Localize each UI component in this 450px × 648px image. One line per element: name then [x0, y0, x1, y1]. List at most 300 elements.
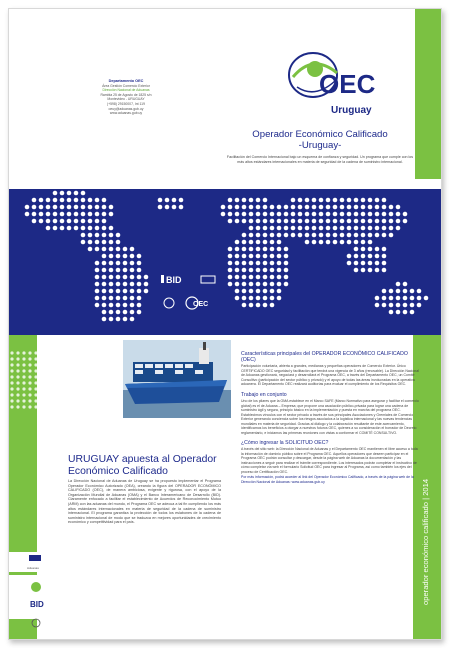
pattern-dot: [22, 387, 25, 390]
map-dot: [81, 212, 86, 217]
pattern-dot: [22, 375, 25, 378]
map-dot: [277, 205, 282, 210]
map-dot: [340, 240, 345, 245]
map-dot: [410, 289, 415, 294]
map-dot: [270, 275, 275, 280]
map-dot: [137, 254, 142, 259]
map-dot: [277, 254, 282, 259]
map-dot: [228, 254, 233, 259]
map-dot: [396, 219, 401, 224]
map-dot: [116, 240, 121, 245]
subtitle-line: -Uruguay-: [298, 140, 342, 151]
map-dot: [354, 219, 359, 224]
map-dot: [270, 282, 275, 287]
map-dot: [228, 275, 233, 280]
pattern-dot: [16, 405, 19, 408]
map-dot: [382, 212, 387, 217]
map-dot: [284, 219, 289, 224]
oec-small-logo-text: OEC: [193, 301, 209, 308]
map-dot: [410, 303, 415, 308]
map-dot: [298, 205, 303, 210]
map-dot: [109, 233, 114, 238]
map-dot: [123, 303, 128, 308]
page-title: [225, 129, 415, 151]
contact-area: Área Gestión Comercio Exterior: [102, 83, 150, 88]
map-dot: [130, 296, 135, 301]
intro-text: Facilitación del Comercio Internacional bajo un esquema de confianza y seguridad. Un programa que cumple con los más altos estándares internacionales en materia de seguridad de la cadena de suministro internacional.: [226, 155, 414, 164]
map-dot: [375, 303, 380, 308]
map-dot: [375, 296, 380, 301]
pattern-dot: [28, 351, 31, 354]
map-dot: [67, 226, 72, 231]
map-dot: [375, 233, 380, 238]
pattern-dot: [34, 381, 37, 384]
map-dot: [284, 247, 289, 252]
container-ship-image: [123, 340, 231, 418]
map-dot: [179, 205, 184, 210]
pattern-dot: [28, 363, 31, 366]
map-dot: [102, 268, 107, 273]
aduanas-link[interactable]: www.aduanas.gub.uy: [291, 479, 325, 484]
pattern-dot: [10, 369, 13, 372]
map-dot: [249, 226, 254, 231]
map-dot: [368, 198, 373, 203]
map-dot: [130, 282, 135, 287]
pattern-dot: [34, 369, 37, 372]
map-dot: [312, 226, 317, 231]
map-dot: [354, 247, 359, 252]
map-dot: [284, 233, 289, 238]
map-dot: [249, 275, 254, 280]
map-dot: [32, 205, 37, 210]
title-line: Operador Económico Calificado: [252, 129, 388, 140]
map-dot: [410, 296, 415, 301]
map-dot: [123, 268, 128, 273]
map-dot: [305, 226, 310, 231]
map-dot: [368, 226, 373, 231]
map-dot: [361, 247, 366, 252]
section-teamwork: [241, 392, 419, 435]
map-dot: [88, 219, 93, 224]
map-dot: [270, 268, 275, 273]
map-dot: [116, 268, 121, 273]
map-dot: [235, 268, 240, 273]
map-dot: [375, 219, 380, 224]
map-dot: [256, 296, 261, 301]
map-dot: [263, 275, 268, 280]
map-dot: [256, 303, 261, 308]
pattern-dot: [16, 363, 19, 366]
map-dot: [249, 254, 254, 259]
map-dot: [396, 303, 401, 308]
map-dot: [102, 282, 107, 287]
map-dot: [361, 261, 366, 266]
map-dot: [340, 226, 345, 231]
map-dot: [137, 261, 142, 266]
pattern-dot: [16, 351, 19, 354]
map-dot: [403, 289, 408, 294]
map-dot: [305, 240, 310, 245]
map-dot: [95, 198, 100, 203]
section-title: Trabajo en conjunto: [241, 391, 287, 398]
map-dot: [396, 205, 401, 210]
map-dot: [109, 240, 114, 245]
map-dot: [354, 212, 359, 217]
map-dot: [382, 254, 387, 259]
map-dot: [130, 303, 135, 308]
map-dot: [123, 310, 128, 315]
map-dot: [88, 240, 93, 245]
map-dot: [263, 268, 268, 273]
map-dot: [284, 254, 289, 259]
map-dot: [326, 240, 331, 245]
map-dot: [116, 254, 121, 259]
map-dot: [305, 219, 310, 224]
map-dot: [333, 240, 338, 245]
map-dot: [130, 275, 135, 280]
map-dot: [102, 296, 107, 301]
map-dot: [368, 268, 373, 273]
contact-address: Rambla 25 de Agosto de 1825 s/n: [100, 92, 152, 97]
map-dot: [249, 268, 254, 273]
map-dot: [235, 296, 240, 301]
map-dot: [123, 275, 128, 280]
map-dot: [319, 240, 324, 245]
map-dot: [130, 317, 135, 322]
map-dot: [396, 226, 401, 231]
map-dot: [67, 191, 72, 196]
map-dot: [116, 310, 121, 315]
lower-title: URUGUAY apuesta al Operador Económico Calificado: [68, 454, 217, 477]
map-dot: [361, 226, 366, 231]
map-dot: [228, 268, 233, 273]
map-dot: [249, 303, 254, 308]
map-dot: [242, 233, 247, 238]
map-dot: [242, 205, 247, 210]
pattern-dot: [28, 405, 31, 408]
map-dot: [298, 219, 303, 224]
map-dot: [305, 233, 310, 238]
map-dot: [270, 233, 275, 238]
map-dot: [284, 212, 289, 217]
pattern-dot: [34, 387, 37, 390]
map-dot: [81, 205, 86, 210]
map-dot: [270, 296, 275, 301]
map-dot: [228, 219, 233, 224]
map-dot: [249, 233, 254, 238]
map-dot: [81, 226, 86, 231]
map-dot: [263, 219, 268, 224]
map-dot: [242, 296, 247, 301]
map-dot: [32, 198, 37, 203]
map-dot: [109, 282, 114, 287]
map-dot: [102, 219, 107, 224]
map-dot: [277, 240, 282, 245]
pattern-dot: [10, 387, 13, 390]
map-dot: [81, 240, 86, 245]
map-dot: [242, 198, 247, 203]
map-dot: [109, 289, 114, 294]
map-dot: [368, 205, 373, 210]
pattern-dot: [16, 369, 19, 372]
pattern-dot: [10, 357, 13, 360]
green-accent-strip: [415, 9, 442, 179]
logo-country: Uruguay: [331, 105, 372, 116]
map-dot: [74, 205, 79, 210]
side-sponsor-logos: [23, 515, 53, 640]
map-dot: [95, 282, 100, 287]
map-dot: [60, 191, 65, 196]
map-dot: [109, 310, 114, 315]
map-dot: [312, 205, 317, 210]
map-dot: [116, 303, 121, 308]
map-dot: [88, 233, 93, 238]
map-dot: [312, 240, 317, 245]
map-dot: [249, 205, 254, 210]
map-dot: [396, 296, 401, 301]
contact-email[interactable]: oeuy@aduanas.gub.uy: [108, 106, 144, 111]
map-dot: [312, 212, 317, 217]
map-dot: [158, 198, 163, 203]
map-dot: [333, 198, 338, 203]
map-dot: [60, 198, 65, 203]
map-dot: [249, 261, 254, 266]
map-dot: [242, 289, 247, 294]
pattern-dot: [16, 381, 19, 384]
map-dot: [375, 212, 380, 217]
map-dot: [39, 219, 44, 224]
map-dot: [340, 233, 345, 238]
map-dot: [354, 268, 359, 273]
pattern-dot: [16, 387, 19, 390]
map-dot: [67, 219, 72, 224]
map-dot: [46, 205, 51, 210]
map-dot: [74, 219, 79, 224]
map-dot: [319, 205, 324, 210]
map-dot: [130, 310, 135, 315]
map-dot: [291, 198, 296, 203]
map-dot: [361, 233, 366, 238]
map-dot: [291, 205, 296, 210]
section-characteristics: [241, 351, 419, 387]
map-dot: [242, 275, 247, 280]
map-dot: [95, 226, 100, 231]
pattern-dot: [10, 393, 13, 396]
map-dot: [347, 226, 352, 231]
side-bid-text: BID: [30, 600, 44, 609]
map-dot: [277, 296, 282, 301]
map-dot: [403, 310, 408, 315]
map-dot: [88, 226, 93, 231]
map-dot: [235, 240, 240, 245]
map-dot: [116, 233, 121, 238]
map-dot: [368, 247, 373, 252]
logo-text: OEC: [319, 69, 376, 99]
map-dot: [347, 240, 352, 245]
map-dot: [137, 296, 142, 301]
map-dot: [137, 289, 142, 294]
map-dot: [270, 289, 275, 294]
map-dot: [368, 240, 373, 245]
contact-department: Departamento OEC: [108, 79, 144, 83]
map-dot: [172, 205, 177, 210]
map-dot: [242, 261, 247, 266]
map-dot: [319, 233, 324, 238]
map-dot: [347, 212, 352, 217]
map-dot: [284, 205, 289, 210]
map-dot: [165, 205, 170, 210]
map-dot: [109, 205, 114, 210]
map-dot: [277, 247, 282, 252]
map-dot: [389, 296, 394, 301]
map-dot: [319, 226, 324, 231]
map-dot: [32, 212, 37, 217]
contact-phone: (+598) 29150007, Int 119: [107, 101, 145, 106]
map-dot: [333, 219, 338, 224]
map-dot: [95, 289, 100, 294]
map-dot: [242, 254, 247, 259]
pattern-dot: [22, 405, 25, 408]
map-dot: [396, 282, 401, 287]
map-dot: [403, 282, 408, 287]
map-dot: [263, 296, 268, 301]
map-dot: [305, 212, 310, 217]
map-dot: [256, 240, 261, 245]
map-dot: [123, 296, 128, 301]
map-dot: [137, 268, 142, 273]
map-dot: [277, 261, 282, 266]
map-dot: [326, 226, 331, 231]
map-dot: [235, 275, 240, 280]
map-dot: [95, 303, 100, 308]
map-dot: [256, 226, 261, 231]
map-dot: [81, 198, 86, 203]
map-dot: [361, 219, 366, 224]
map-dot: [25, 205, 30, 210]
map-dot: [277, 219, 282, 224]
map-dot: [340, 219, 345, 224]
map-dot: [319, 212, 324, 217]
map-dot: [221, 212, 226, 217]
map-dot: [389, 233, 394, 238]
pattern-dot: [34, 351, 37, 354]
map-dot: [102, 233, 107, 238]
map-dot: [81, 219, 86, 224]
map-dot: [284, 261, 289, 266]
map-dot: [116, 247, 121, 252]
map-dot: [235, 212, 240, 217]
map-dot: [102, 240, 107, 245]
map-dot: [95, 212, 100, 217]
map-dot: [102, 212, 107, 217]
map-dot: [256, 275, 261, 280]
map-dot: [109, 261, 114, 266]
map-dot: [81, 233, 86, 238]
map-dot: [109, 254, 114, 259]
map-dot: [60, 226, 65, 231]
side-label: operador económico calificado | 2014: [421, 478, 430, 605]
map-dot: [88, 198, 93, 203]
map-dot: [424, 296, 429, 301]
map-dot: [263, 254, 268, 259]
map-dot: [382, 247, 387, 252]
map-dot: [123, 254, 128, 259]
map-dot: [263, 240, 268, 245]
contact-web[interactable]: www.aduanas.gub.uy: [109, 111, 143, 116]
section-title: Características principales del OPERADOR ECONÓMICO CALIFICADO (OEC): [241, 351, 408, 364]
map-dot: [263, 212, 268, 217]
map-dot: [375, 254, 380, 259]
map-dot: [123, 317, 128, 322]
pattern-dot: [22, 381, 25, 384]
map-dot: [312, 198, 317, 203]
map-dot: [67, 212, 72, 217]
map-dot: [354, 198, 359, 203]
map-dot: [277, 233, 282, 238]
map-dot: [382, 226, 387, 231]
map-dot: [109, 275, 114, 280]
map-dot: [256, 219, 261, 224]
map-dot: [396, 289, 401, 294]
pattern-dot: [28, 399, 31, 402]
pattern-dot: [22, 357, 25, 360]
lower-body-text: La Dirección Nacional de Aduanas de Uruguay se ha propuesto implementar el Programa Operador Económico Autorizado (OEA), creando la figura del OPERADOR ECONÓMICO CALIFICADO (OEC), de manera ambiciosa, exigente y rigurosa, con el apoyo de la Organización Mundial de Aduanas (OMA) y el Banco Interamericano de Desarrollo (BID). Claramente enfocado a facilitar el establecimiento de Acuerdos de Reconocimiento Mutuo (ARM) con las aduanas del mundo, el Programa OEC se adecua a tal fin cumpliendo los más altos estándares internacionales en materia de seguridad de la cadena de suministro internacional. El programa garantiza la protección de todos los eslabones de la cadena de suministro internacional de modo que se traduzca en mejores oportunidades de crecimiento económico y competitividad para el país.: [68, 479, 221, 525]
map-dot: [277, 282, 282, 287]
map-dot: [263, 247, 268, 252]
map-dot: [361, 254, 366, 259]
map-dot: [382, 296, 387, 301]
map-dot: [144, 275, 149, 280]
map-dot: [123, 247, 128, 252]
map-dot: [354, 261, 359, 266]
map-dot: [326, 198, 331, 203]
map-dot: [95, 296, 100, 301]
map-dot: [256, 268, 261, 273]
map-dot: [242, 282, 247, 287]
map-dot: [340, 205, 345, 210]
map-dot: [123, 261, 128, 266]
map-dot: [354, 226, 359, 231]
map-dot: [361, 198, 366, 203]
map-dot: [25, 212, 30, 217]
map-dot: [53, 226, 58, 231]
map-dot: [32, 219, 37, 224]
map-dot: [354, 240, 359, 245]
map-dot: [235, 198, 240, 203]
pattern-dot: [10, 399, 13, 402]
map-dot: [354, 233, 359, 238]
pattern-dot: [16, 357, 19, 360]
map-dot: [256, 261, 261, 266]
map-dot: [228, 198, 233, 203]
map-dot: [375, 247, 380, 252]
pattern-dot: [34, 357, 37, 360]
map-dot: [375, 261, 380, 266]
map-dot: [88, 205, 93, 210]
map-dot: [375, 205, 380, 210]
map-dot: [116, 296, 121, 301]
map-dot: [347, 198, 352, 203]
map-dot: [361, 212, 366, 217]
map-dot: [165, 198, 170, 203]
map-dot: [263, 205, 268, 210]
map-dot: [67, 198, 72, 203]
map-dot: [137, 282, 142, 287]
contact-block: [81, 79, 171, 116]
map-dot: [277, 212, 282, 217]
map-dot: [284, 268, 289, 273]
map-dot: [88, 247, 93, 252]
